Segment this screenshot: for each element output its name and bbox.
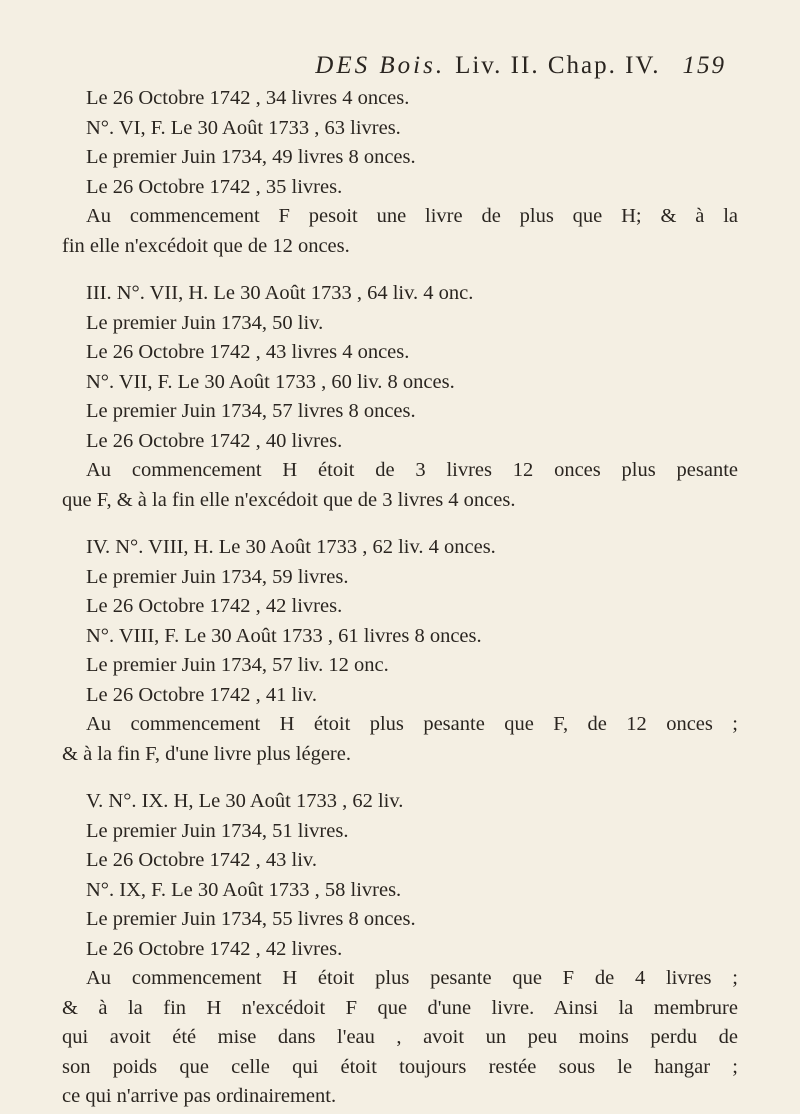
text-line: que F, & à la fin elle n'excédoit que de 3 livres 4 onces. — [62, 488, 516, 511]
text-line: & à la fin H n'excédoit F que d'une livre. Ainsi la membrure — [62, 996, 738, 1019]
text-line: Le premier Juin 1734, 51 livres. — [86, 819, 349, 842]
text-line: ce qui n'arrive pas ordinairement. — [62, 1085, 337, 1107]
text-line: Le 26 Octobre 1742 , 42 livres. — [86, 595, 343, 617]
text-line: Le 26 Octobre 1742 , 35 livres. — [86, 175, 343, 198]
text-line: son poids que celle qui étoit toujours restée sous le hangar ; — [62, 1055, 738, 1078]
text-line: Au commencement H étoit plus pesante que F, de 12 onces ; — [86, 713, 738, 735]
text-line: Le 26 Octobre 1742 , 43 livres 4 onces. — [86, 341, 410, 363]
text-line: Au commencement H étoit de 3 livres 12 onces plus pesante — [86, 459, 738, 481]
text-line: Le premier Juin 1734, 57 livres 8 onces. — [86, 400, 416, 422]
text-line: N°. VI, F. Le 30 Août 1733 , 63 livres. — [86, 116, 401, 139]
text-line: III. N°. VII, H. Le 30 Août 1733 , 64 liv. 4 onc. — [86, 282, 474, 304]
running-header — [62, 52, 726, 80]
text-line: Le 26 Octobre 1742 , 34 livres 4 onces. — [86, 87, 410, 109]
text-line: Le premier Juin 1734, 57 liv. 12 onc. — [86, 654, 389, 676]
paragraph-section-v — [62, 787, 738, 1112]
text-line: Le premier Juin 1734, 55 livres 8 onces. — [86, 908, 416, 930]
text-line: Le premier Juin 1734, 49 livres 8 onces. — [86, 146, 416, 168]
chapter-reference: Liv. II. Chap. IV. — [455, 52, 661, 79]
text-line: Le premier Juin 1734, 50 liv. — [86, 311, 324, 334]
book-page — [62, 52, 738, 1112]
running-title: DES Bois. — [315, 52, 446, 79]
text-line: Le 26 Octobre 1742 , 41 liv. — [86, 683, 317, 706]
text-line: Le premier Juin 1734, 59 livres. — [86, 565, 349, 588]
page-number: 159 — [682, 52, 726, 79]
text-line: N°. IX, F. Le 30 Août 1733 , 58 livres. — [86, 878, 402, 901]
text-line: & à la fin F, d'une livre plus légere. — [62, 742, 351, 765]
paragraph-section-iv — [62, 533, 738, 769]
text-line: N°. VIII, F. Le 30 Août 1733 , 61 livres 8 onces. — [86, 624, 482, 647]
text-line: Le 26 Octobre 1742 , 40 livres. — [86, 429, 343, 452]
text-line: Le 26 Octobre 1742 , 43 liv. — [86, 849, 317, 871]
text-line: qui avoit été mise dans l'eau , avoit un peu moins perdu de — [62, 1026, 738, 1048]
text-line: N°. VII, F. Le 30 Août 1733 , 60 liv. 8 onces. — [86, 370, 455, 393]
text-line: Au commencement H étoit plus pesante que F de 4 livres ; — [86, 967, 738, 989]
text-line: V. N°. IX. H, Le 30 Août 1733 , 62 liv. — [86, 790, 404, 812]
text-line: Au commencement F pesoit une livre de plus que H; & à la — [86, 205, 738, 227]
text-line: Le 26 Octobre 1742 , 42 livres. — [86, 937, 343, 960]
text-line: IV. N°. VIII, H. Le 30 Août 1733 , 62 liv. 4 onces. — [86, 536, 496, 558]
paragraph-no-vi — [62, 84, 738, 261]
paragraph-section-iii — [62, 279, 738, 515]
text-line: fin elle n'excédoit que de 12 onces. — [62, 234, 350, 257]
